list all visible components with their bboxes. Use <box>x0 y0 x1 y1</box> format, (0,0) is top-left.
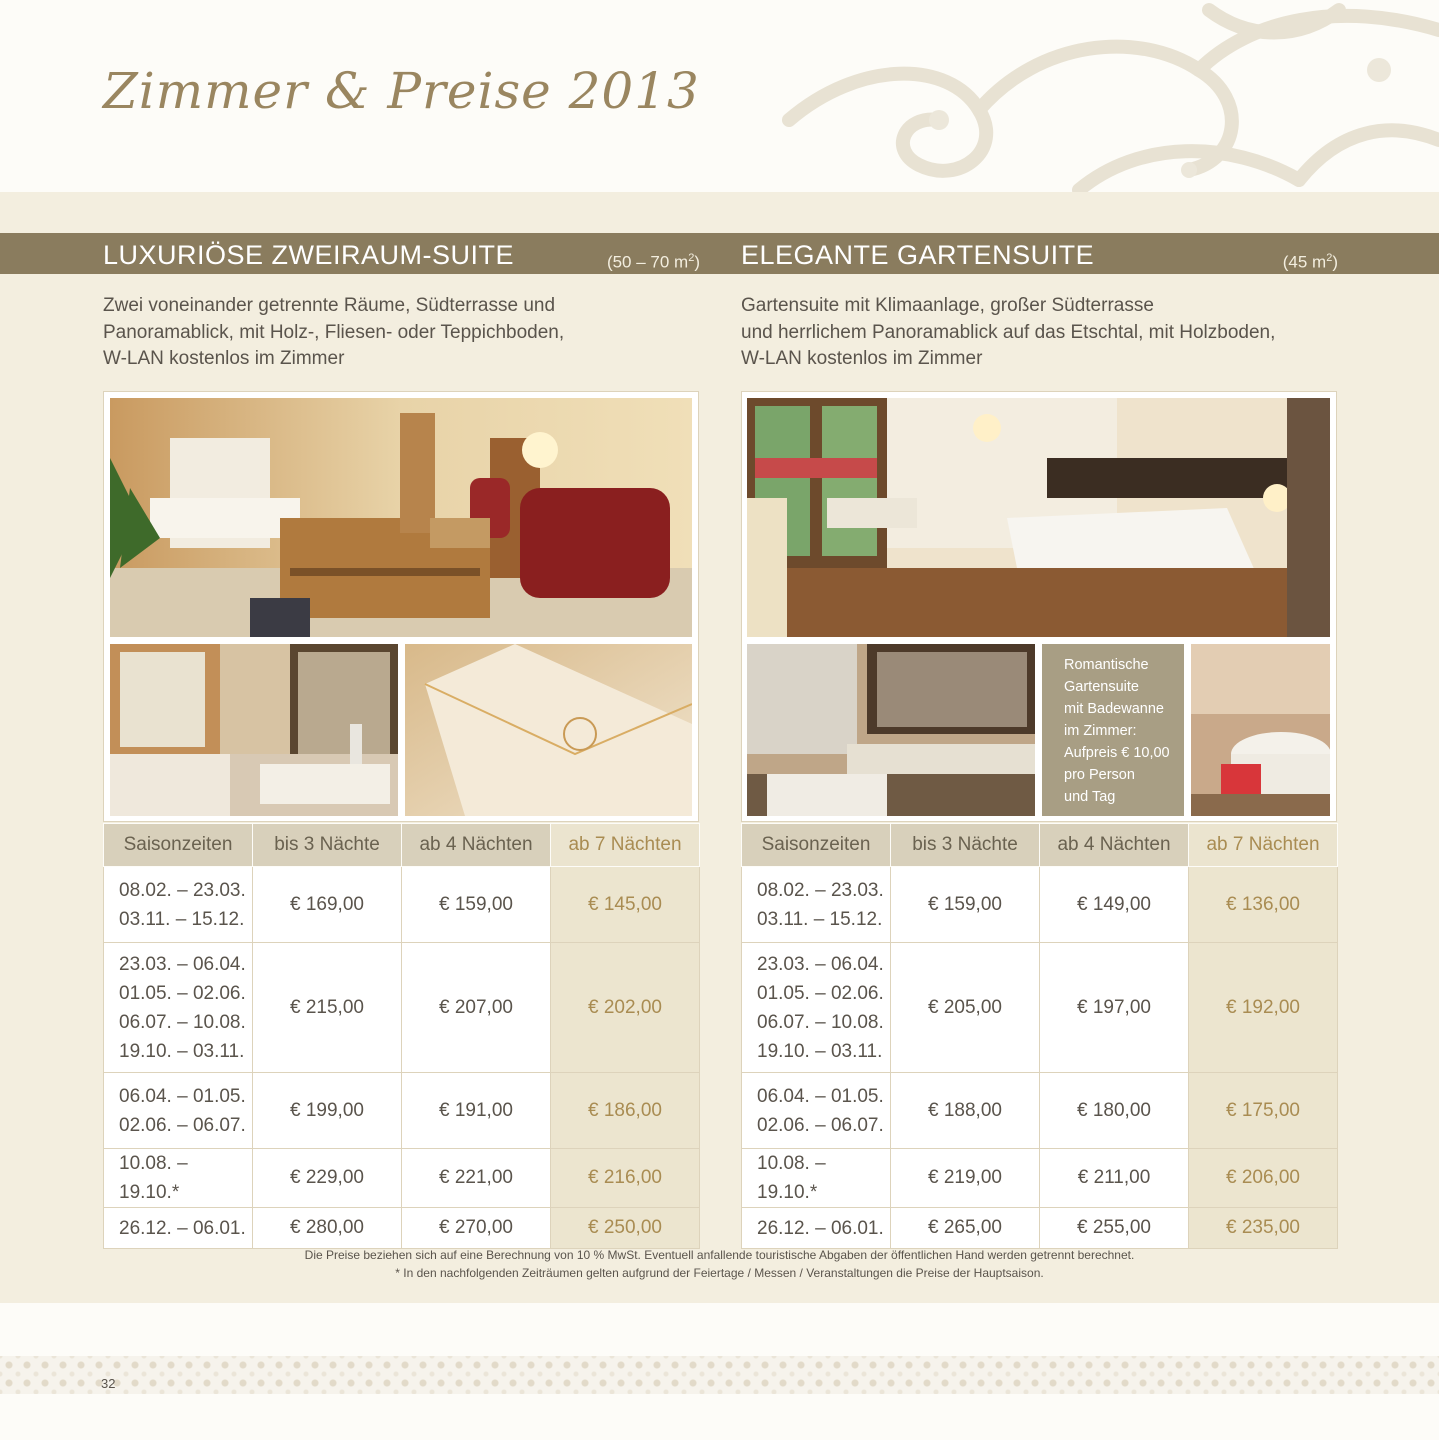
table-row <box>742 1073 1338 1149</box>
table-row <box>104 867 700 943</box>
page-number: 32 <box>101 1376 116 1391</box>
season-dates: 26.12. – 06.01. <box>104 1208 253 1249</box>
price-cell: € 149,00 <box>1040 867 1189 943</box>
price-cell: € 159,00 <box>402 867 551 943</box>
season-dates: 26.12. – 06.01. <box>742 1208 891 1249</box>
price-cell: € 205,00 <box>891 943 1040 1073</box>
season-dates: 06.04. – 01.05. 02.06. – 06.07. <box>742 1073 891 1149</box>
price-cell: € 202,00 <box>551 943 700 1073</box>
description-line: W-LAN kostenlos im Zimmer <box>741 348 983 369</box>
price-footnote <box>0 1246 1439 1282</box>
header-from-4-nights: ab 4 Nächten <box>402 824 551 867</box>
note-line: und Tag <box>1064 789 1116 805</box>
note-line: pro Person <box>1064 767 1135 783</box>
price-cell: € 265,00 <box>891 1208 1040 1249</box>
note-line: Romantische <box>1064 657 1149 673</box>
price-cell: € 188,00 <box>891 1073 1040 1149</box>
table-row <box>104 1149 700 1208</box>
price-cell: € 216,00 <box>551 1149 700 1208</box>
description-line: Panoramablick, mit Holz-, Fliesen- oder Teppichboden, <box>103 321 565 343</box>
decorative-pattern-band <box>0 1356 1439 1394</box>
note-line: Gartensuite <box>1064 679 1139 695</box>
price-cell: € 199,00 <box>253 1073 402 1149</box>
header-from-7-nights: ab 7 Nächten <box>551 824 700 867</box>
suite-2-size: (45 $m^2$) <box>1282 252 1338 272</box>
note-line: mit Badewanne <box>1064 701 1164 717</box>
header-up-to-3-nights: bis 3 Nächte <box>253 824 402 867</box>
footnote-line: * In den nachfolgenden Zeiträumen gelten aufgrund der Feiertage / Messen / Veranstaltungen die Preise der Hauptsaison. <box>395 1266 1044 1280</box>
table-row <box>742 1208 1338 1249</box>
price-cell: € 280,00 <box>253 1208 402 1249</box>
header-season: Saisonzeiten <box>104 824 253 867</box>
table-row <box>742 943 1338 1073</box>
suite-2-description <box>741 293 1341 373</box>
price-cell: € 211,00 <box>1040 1149 1189 1208</box>
price-cell: € 197,00 <box>1040 943 1189 1073</box>
price-cell: € 255,00 <box>1040 1208 1189 1249</box>
page-title: Zimmer & Preise 2013 <box>103 62 700 120</box>
table-row <box>104 1073 700 1149</box>
price-cell: € 250,00 <box>551 1208 700 1249</box>
price-cell: € 192,00 <box>1189 943 1338 1073</box>
season-dates: 10.08. – 19.10.* <box>742 1149 891 1208</box>
season-dates: 08.02. – 23.03. 03.11. – 15.12. <box>742 867 891 943</box>
price-cell: € 136,00 <box>1189 867 1338 943</box>
header-from-7-nights: ab 7 Nächten <box>1189 824 1338 867</box>
suite-2-bathroom-photo <box>747 644 1035 816</box>
price-cell: € 169,00 <box>253 867 402 943</box>
suite-1-bedding-photo <box>405 644 692 816</box>
header-season: Saisonzeiten <box>742 824 891 867</box>
price-cell: € 270,00 <box>402 1208 551 1249</box>
header-from-4-nights: ab 4 Nächten <box>1040 824 1189 867</box>
description-line: und herrlichem Panoramablick auf das Etschtal, mit Holzboden, <box>741 321 1276 343</box>
note-line: Aufpreis € 10,00 <box>1064 745 1170 761</box>
season-dates: 06.04. – 01.05. 02.06. – 06.07. <box>104 1073 253 1149</box>
suite-1-bathroom-photo <box>110 644 398 816</box>
suite-1-price-table <box>103 823 700 1249</box>
price-cell: € 229,00 <box>253 1149 402 1208</box>
description-line: Gartensuite mit Klimaanlage, großer Südterrasse <box>741 295 1154 316</box>
suite-2-bedroom-photo <box>747 398 1330 637</box>
swirl-ornament <box>779 0 1439 200</box>
season-dates: 08.02. – 23.03. 03.11. – 15.12. <box>104 867 253 943</box>
price-cell: € 145,00 <box>551 867 700 943</box>
price-cell: € 221,00 <box>402 1149 551 1208</box>
price-cell: € 215,00 <box>253 943 402 1073</box>
season-dates: 23.03. – 06.04. 01.05. – 02.06. 06.07. – 10.08. 19.10. – 03.11. <box>742 943 891 1073</box>
price-cell: € 180,00 <box>1040 1073 1189 1149</box>
season-dates: 23.03. – 06.04. 01.05. – 02.06. 06.07. – 10.08. 19.10. – 03.11. <box>104 943 253 1073</box>
table-row <box>742 1149 1338 1208</box>
description-line: Zwei voneinander getrennte Räume, Südterrasse und <box>103 295 556 316</box>
table-row <box>104 1208 700 1249</box>
header-up-to-3-nights: bis 3 Nächte <box>891 824 1040 867</box>
bathtub-surcharge-note <box>1042 644 1184 816</box>
price-cell: € 159,00 <box>891 867 1040 943</box>
price-cell: € 191,00 <box>402 1073 551 1149</box>
suite-1-title: LUXURIÖSE ZWEIRAUM-SUITE <box>103 240 515 270</box>
price-cell: € 206,00 <box>1189 1149 1338 1208</box>
note-line: im Zimmer: <box>1064 723 1137 739</box>
season-dates: 10.08. – 19.10.* <box>104 1149 253 1208</box>
price-cell: € 175,00 <box>1189 1073 1338 1149</box>
table-row <box>742 867 1338 943</box>
table-row <box>104 943 700 1073</box>
suite-1-size: (50 – 70 $m^2$) <box>606 252 700 272</box>
suite-1-description <box>103 293 703 373</box>
suite-2-title: ELEGANTE GARTENSUITE <box>741 240 1095 270</box>
suite-1-living-room-photo <box>110 398 692 637</box>
suite-2-bathtub-photo <box>1191 644 1330 816</box>
suite-2-price-table <box>741 823 1338 1249</box>
price-cell: € 219,00 <box>891 1149 1040 1208</box>
price-cell: € 207,00 <box>402 943 551 1073</box>
description-line: W-LAN kostenlos im Zimmer <box>103 348 345 369</box>
price-cell: € 235,00 <box>1189 1208 1338 1249</box>
price-cell: € 186,00 <box>551 1073 700 1149</box>
footnote-line: Die Preise beziehen sich auf eine Berechnung von 10 % MwSt. Eventuell anfallende touristische Abgaben der öffentlichen Hand werden getrennt berechnet. <box>304 1248 1135 1262</box>
